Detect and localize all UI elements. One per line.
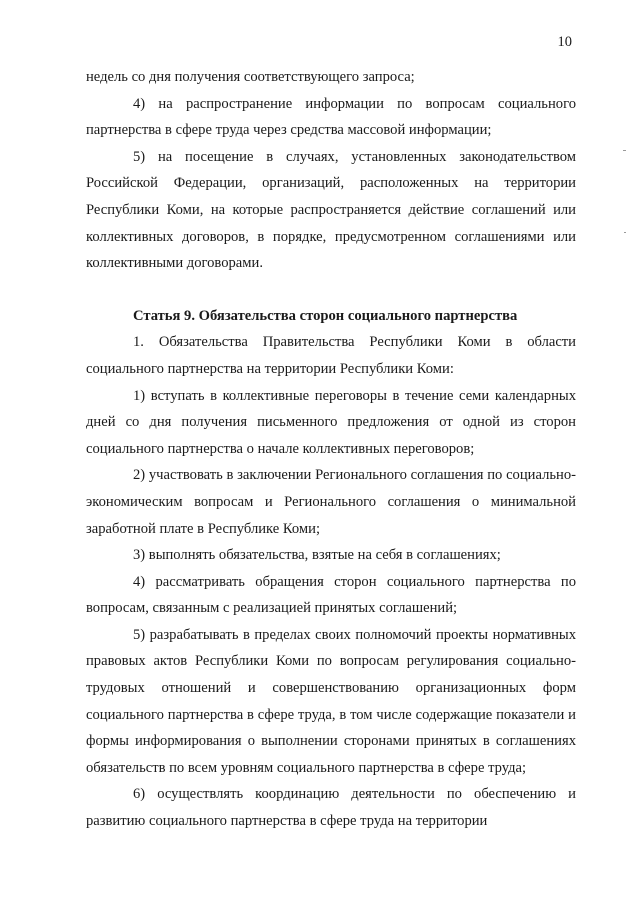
section-gap	[86, 277, 576, 303]
paragraph-obligation-6: 6) осуществлять координацию деятельности по обеспечению и развитию социального партнерства в сфере труда на территории	[86, 786, 576, 830]
paragraph-obligations-intro: 1. Обязательства Правительства Республики Коми в области социального партнерства на территории Республики Коми:	[86, 334, 576, 377]
paragraph-item-4: 4) на распространение информации по вопросам социального партнерства в сфере труда через средства массовой информации;	[86, 95, 576, 139]
paragraph-obligation-5: 5) разрабатывать в пределах своих полномочий проекты нормативных правовых актов Республики Коми по вопросам регулирования социально-трудовых отношений и совершенствованию организационных форм социального партнерства в сфере труда, в том числе содержащие показатели и формы информирования о выполнении сторонами принятых в соглашениях обязательств по всем уровням социального партнерства в сфере труда;	[86, 626, 576, 776]
paragraph-obligation-1: 1) вступать в коллективные переговоры в течение семи календарных дней со дня получения письменного предложения от одной из сторон социального партнерства о начале коллективных переговоров;	[86, 387, 576, 457]
paragraph-obligation-3: 3) выполнять обязательства, взятые на себя в соглашениях;	[133, 547, 501, 564]
page-number: 10	[557, 34, 572, 50]
article-heading: Статья 9. Обязательства сторон социального партнерства	[133, 307, 518, 324]
paragraph-continuation: недель со дня получения соответствующего запроса;	[86, 69, 415, 85]
scan-artifact-mark	[623, 150, 626, 151]
paragraph-item-5: 5) на посещение в случаях, установленных законодательством Российской Федерации, организаций, расположенных на территории Республики Коми, на которые распространяется действие соглашений или коллективных договоров, в порядке, предусмотренном соглашениями или коллективными договорами.	[86, 148, 576, 272]
document-body	[86, 64, 576, 835]
scan-artifact-mark	[624, 232, 626, 233]
paragraph-obligation-2: 2) участвовать в заключении Регионального соглашения по социально-экономическим вопросам и Регионального соглашения о минимальной заработной плате в Республике Коми;	[86, 467, 576, 537]
paragraph-obligation-4: 4) рассматривать обращения сторон социального партнерства по вопросам, связанным с реализацией принятых соглашений;	[86, 573, 576, 617]
